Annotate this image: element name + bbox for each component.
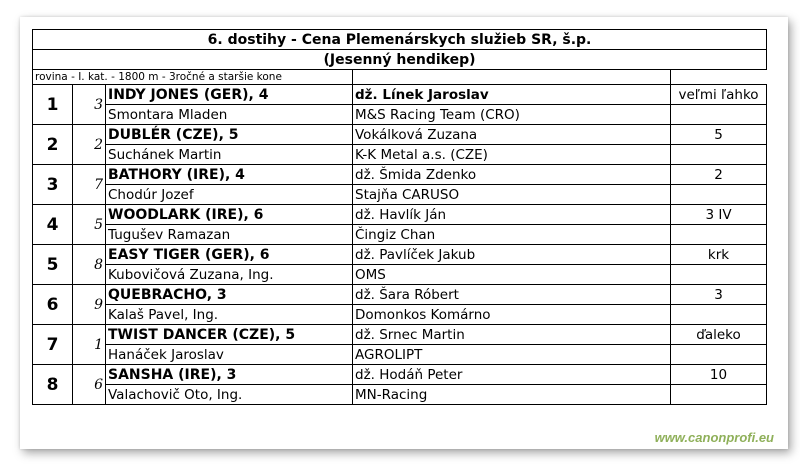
trainer-name: Hanáček Jaroslav [106, 345, 353, 365]
owner-name: Domonkos Komárno [353, 305, 671, 325]
horse-name: QUEBRACHO, 3 [106, 285, 353, 305]
winning-margin: 10 [671, 365, 767, 385]
results-card [20, 17, 788, 449]
watermark: www.canonprofi.eu [654, 430, 774, 445]
start-number: 7 [73, 165, 106, 205]
jockey-name: dž. Srnec Martin [353, 325, 671, 345]
trainer-name: Kubovičová Zuzana, Ing. [106, 265, 353, 285]
trainer-name: Kalaš Pavel, Ing. [106, 305, 353, 325]
winning-margin: 5 [671, 125, 767, 145]
info-spacer [671, 70, 767, 85]
horse-name: DUBLÉR (CZE), 5 [106, 125, 353, 145]
trainer-name: Tugušev Ramazan [106, 225, 353, 245]
result-row-detail [33, 265, 767, 285]
finish-position: 1 [33, 85, 73, 125]
jockey-name: dž. Pavlíček Jakub [353, 245, 671, 265]
margin-empty-cell [671, 225, 767, 245]
finish-position: 8 [33, 365, 73, 405]
owner-name: Čingiz Chan [353, 225, 671, 245]
info-row [33, 70, 767, 85]
result-row-main [33, 285, 767, 305]
result-row-detail [33, 305, 767, 325]
margin-empty-cell [671, 185, 767, 205]
margin-empty-cell [671, 345, 767, 365]
start-number: 2 [73, 125, 106, 165]
result-row-main [33, 365, 767, 385]
horse-name: SANSHA (IRE), 3 [106, 365, 353, 385]
margin-empty-cell [671, 385, 767, 405]
horse-name: EASY TIGER (GER), 6 [106, 245, 353, 265]
title-row [33, 30, 767, 50]
race-results-table [32, 29, 767, 405]
race-title: 6. dostihy - Cena Plemenárskych služieb SR, š.p. [33, 30, 767, 50]
jockey-name: Vokálková Zuzana [353, 125, 671, 145]
owner-name: Stajňa CARUSO [353, 185, 671, 205]
result-row-detail [33, 225, 767, 245]
result-row-detail [33, 185, 767, 205]
horse-name: WOODLARK (IRE), 6 [106, 205, 353, 225]
winning-margin: 3 IV [671, 205, 767, 225]
finish-position: 3 [33, 165, 73, 205]
finish-position: 2 [33, 125, 73, 165]
jockey-name: dž. Šara Róbert [353, 285, 671, 305]
margin-empty-cell [671, 145, 767, 165]
trainer-name: Valachovič Oto, Ing. [106, 385, 353, 405]
finish-position: 5 [33, 245, 73, 285]
winning-margin: 3 [671, 285, 767, 305]
result-row-detail [33, 145, 767, 165]
race-subtitle: (Jesenný hendikep) [33, 50, 767, 70]
trainer-name: Chodúr Jozef [106, 185, 353, 205]
winning-margin: ďaleko [671, 325, 767, 345]
owner-name: M&S Racing Team (CRO) [353, 105, 671, 125]
result-row-main [33, 205, 767, 225]
finish-position: 6 [33, 285, 73, 325]
trainer-name: Suchánek Martin [106, 145, 353, 165]
margin-empty-cell [671, 265, 767, 285]
margin-empty-cell [671, 305, 767, 325]
start-number: 1 [73, 325, 106, 365]
horse-name: BATHORY (IRE), 4 [106, 165, 353, 185]
owner-name: OMS [353, 265, 671, 285]
result-row-main [33, 125, 767, 145]
result-row-main [33, 85, 767, 105]
owner-name: K-K Metal a.s. (CZE) [353, 145, 671, 165]
result-row-detail [33, 345, 767, 365]
start-number: 6 [73, 365, 106, 405]
owner-name: MN-Racing [353, 385, 671, 405]
result-row-main [33, 325, 767, 345]
result-row-detail [33, 385, 767, 405]
start-number: 3 [73, 85, 106, 125]
horse-name: INDY JONES (GER), 4 [106, 85, 353, 105]
result-row-main [33, 165, 767, 185]
finish-position: 4 [33, 205, 73, 245]
result-row-main [33, 245, 767, 265]
subtitle-row [33, 50, 767, 70]
finish-position: 7 [33, 325, 73, 365]
margin-empty-cell [671, 105, 767, 125]
winning-margin: 2 [671, 165, 767, 185]
winning-margin: veľmi ľahko [671, 85, 767, 105]
start-number: 8 [73, 245, 106, 285]
trainer-name: Smontara Mladen [106, 105, 353, 125]
info-spacer [353, 70, 671, 85]
race-info: rovina - I. kat. - 1800 m - 3ročné a staršie kone [33, 70, 353, 85]
start-number: 9 [73, 285, 106, 325]
result-row-detail [33, 105, 767, 125]
jockey-name: dž. Havlík Ján [353, 205, 671, 225]
jockey-name: dž. Hodáň Peter [353, 365, 671, 385]
owner-name: AGROLIPT [353, 345, 671, 365]
start-number: 5 [73, 205, 106, 245]
jockey-name: dž. Línek Jaroslav [353, 85, 671, 105]
jockey-name: dž. Šmida Zdenko [353, 165, 671, 185]
horse-name: TWIST DANCER (CZE), 5 [106, 325, 353, 345]
winning-margin: krk [671, 245, 767, 265]
